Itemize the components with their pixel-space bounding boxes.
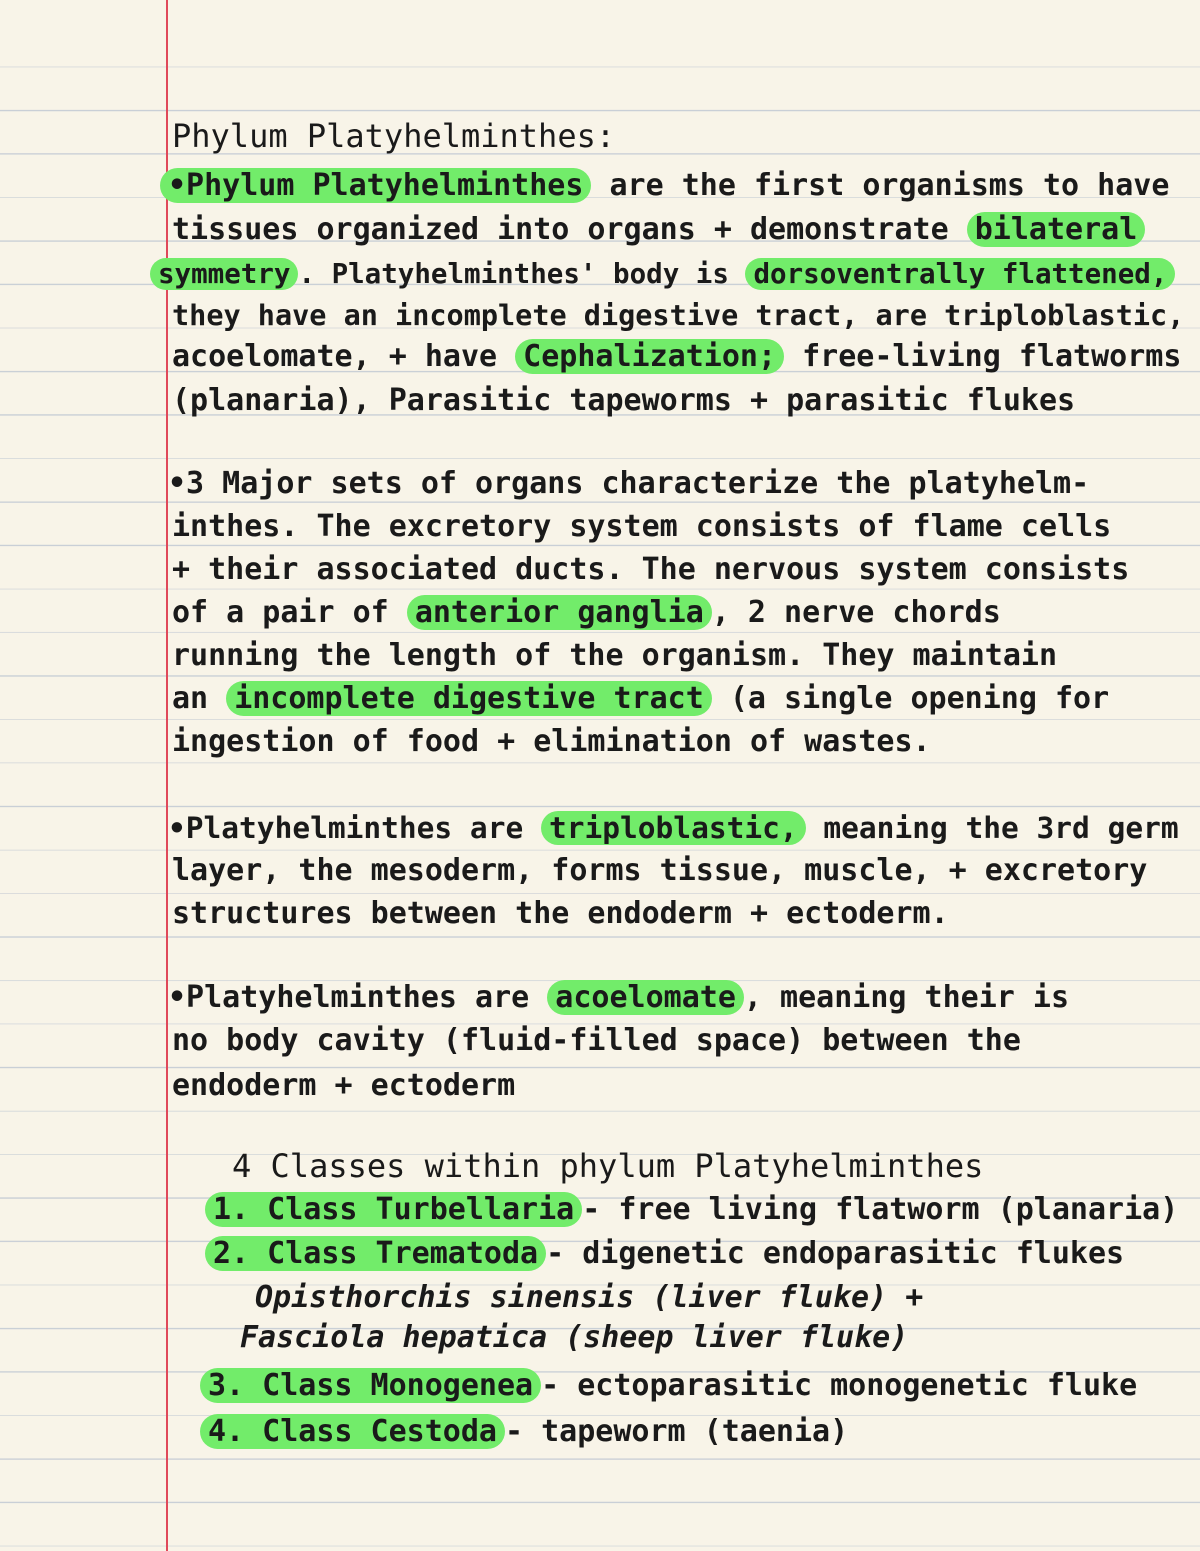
class-2-example-2: Fasciola hepatica (sheep liver fluke) <box>240 1320 909 1355</box>
highlight: Cephalization; <box>515 339 784 374</box>
class-item-1: 1. Class Turbellaria - free living flatworm (planaria) <box>205 1190 1178 1230</box>
p1-line-3: symmetry . Platyhelminthes' body is dorsoventrally flattened, <box>150 254 1175 294</box>
highlight: 3. Class Monogenea <box>200 1368 541 1403</box>
p1-line-6: (planaria), Parasitic tapeworms + parasitic flukes <box>172 383 1076 418</box>
p1-line-5: acoelomate, + have Cephalization; free-living flatworms <box>172 339 1182 374</box>
highlight: incomplete digestive tract <box>226 681 712 716</box>
highlight: •Phylum Platyhelminthes <box>160 168 591 203</box>
p4-line-1: •Platyhelminthes are acoelomate , meaning their is <box>168 980 1070 1015</box>
class-item-4: 4. Class Cestoda - tapeworm (taenia) <box>200 1412 848 1452</box>
p2-line-4: of a pair of anterior ganglia , 2 nerve chords <box>172 595 1001 630</box>
p3-line-3: structures between the endoderm + ectoderm. <box>172 896 949 931</box>
p2-line-7: ingestion of food + elimination of wastes. <box>172 724 931 759</box>
highlight: 4. Class Cestoda <box>200 1414 505 1449</box>
highlight: 1. Class Turbellaria <box>205 1192 582 1227</box>
p4-line-3: endoderm + ectoderm <box>172 1068 516 1103</box>
p2-line-6: an incomplete digestive tract (a single opening for <box>172 681 1110 716</box>
p1-line-1: •Phylum Platyhelminthes are the first organisms to have <box>160 166 1169 206</box>
p2-line-2: inthes. The excretory system consists of flame cells <box>172 509 1112 544</box>
highlight: 2. Class Trematoda <box>205 1236 546 1271</box>
p3-line-1: •Platyhelminthes are triploblastic, meaning the 3rd germ <box>168 811 1179 845</box>
p2-line-1: •3 Major sets of organs characterize the platyhelm- <box>168 466 1090 501</box>
p1-line-4: they have an incomplete digestive tract, are triploblastic, <box>172 299 1185 332</box>
highlight: acoelomate <box>547 980 744 1015</box>
class-2-example-1: Opisthorchis sinensis (liver fluke) + <box>255 1280 924 1315</box>
highlight: symmetry <box>150 258 298 290</box>
highlight: dorsoventrally flattened, <box>745 258 1175 290</box>
highlight: triploblastic, <box>541 811 806 845</box>
class-item-3: 3. Class Monogenea - ectoparasitic monogenetic fluke <box>200 1366 1137 1406</box>
p3-line-2: layer, the mesoderm, forms tissue, muscle, + excretory <box>172 853 1148 888</box>
p2-line-5: running the length of the organism. They maintain <box>172 638 1058 673</box>
p4-line-2: no body cavity (fluid-filled space) between the <box>172 1023 1021 1058</box>
p1-line-2: tissues organized into organs + demonstrate bilateral <box>172 210 1145 250</box>
page-title: Phylum Platyhelminthes: <box>172 117 616 155</box>
p2-line-3: + their associated ducts. The nervous system consists <box>172 552 1130 587</box>
class-item-2: 2. Class Trematoda - digenetic endoparasitic flukes <box>205 1234 1124 1274</box>
classes-heading: 4 Classes within phylum Platyhelminthes <box>232 1147 984 1185</box>
highlight: anterior ganglia <box>407 595 712 630</box>
highlight: bilateral <box>967 212 1146 247</box>
